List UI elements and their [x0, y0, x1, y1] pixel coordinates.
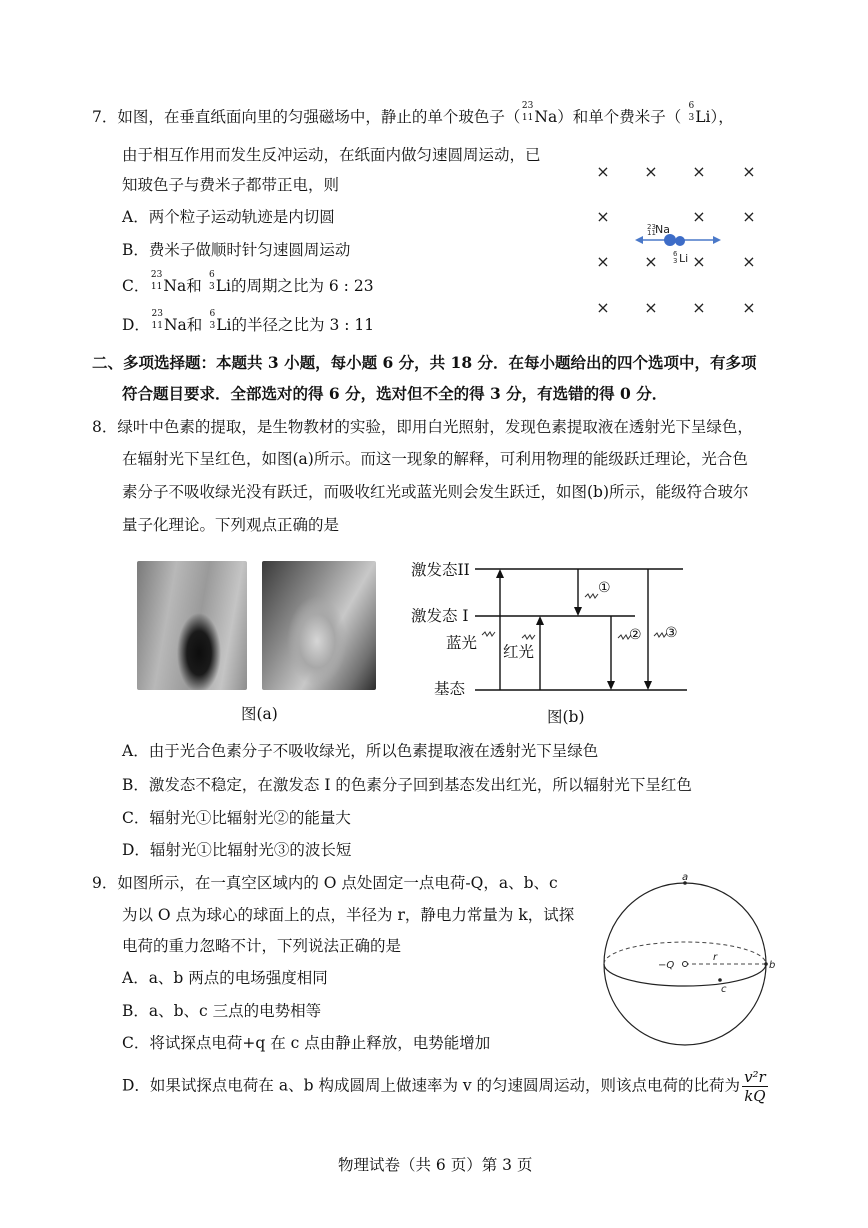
svg-text:3: 3 [673, 257, 678, 265]
section2-heading-line1: 二、多项选择题：本题共 3 小题，每小题 6 分，共 18 分．在每小题给出的四个选项中，有多项 [92, 353, 757, 372]
svg-text:×: × [644, 252, 658, 271]
red-light-label: 红光 [503, 643, 535, 661]
point-b [764, 962, 768, 966]
svg-text:−Q: −Q [658, 960, 675, 971]
up-arrow-icon [536, 616, 544, 625]
na-nuclide: 23 11 [521, 101, 534, 123]
q9-sphere-figure [600, 872, 776, 1052]
svg-text:×: × [596, 298, 610, 317]
level-excited-1-label: 激发态 I [411, 607, 469, 625]
svg-text:×: × [742, 298, 756, 317]
equator-back [604, 942, 766, 964]
fig-a-caption: 图(a) [241, 705, 278, 723]
svg-text:×: × [742, 252, 756, 271]
point-c [718, 978, 722, 982]
svg-text:11: 11 [647, 229, 656, 237]
q9-stem-line1: 9．如图所示，在一真空区域内的 O 点处固定一点电荷-Q，a、b、c [92, 874, 558, 892]
q7-option-b: B．费米子做顺时针匀速圆周运动 [122, 241, 351, 259]
left-arrow-icon [635, 236, 643, 244]
down-arrow-icon [607, 681, 615, 690]
svg-text:r: r [713, 952, 718, 963]
q8-option-a: A．由于光合色素分子不吸收绿光，所以色素提取液在透射光下呈绿色 [122, 742, 599, 760]
svg-text:23: 23 [647, 223, 656, 231]
q7-option-a: A．两个粒子运动轨迹是内切圆 [122, 208, 335, 226]
svg-text:×: × [596, 207, 610, 226]
svg-text:②: ② [629, 627, 642, 643]
svg-text:×: × [692, 207, 706, 226]
q8-option-b: B．激发态不稳定，在激发态 I 的色素分子回到基态发出红光，所以辐射光下呈红色 [122, 776, 692, 794]
svg-text:c: c [721, 984, 727, 995]
svg-text:①: ① [598, 580, 611, 596]
svg-text:Na: Na [655, 223, 670, 236]
level-ground-label: 基态 [434, 680, 466, 698]
q7-option-d: D． 23 11 Na和 6 3 Li的半径之比为 3 : 11 [122, 309, 375, 334]
q9-option-a: A．a、b 两点的电场强度相同 [122, 969, 328, 987]
section2-heading-line2: 符合题目要求．全部选对的得 6 分，选对但不全的得 3 分，有选错的得 0 分． [122, 384, 668, 403]
q8-stem-line4: 量子化理论。下列观点正确的是 [122, 516, 340, 534]
q7-option-c: C． 23 11 Na和 6 3 Li的周期之比为 6 : 23 [122, 270, 374, 295]
svg-text:×: × [742, 162, 756, 181]
q7-stem-line1: 7．如图，在垂直纸面向里的匀强磁场中，静止的单个玻色子（ 23 11 Na）和单个费米子（ 6 3 Li）， [92, 101, 734, 126]
svg-text:Li: Li [679, 252, 689, 265]
center-charge [683, 962, 688, 967]
blue-light-label: 蓝光 [446, 634, 478, 652]
q7-magnetic-field-figure [585, 155, 770, 325]
svg-text:×: × [596, 162, 610, 181]
q9-option-b: B．a、b、c 三点的电势相等 [122, 1002, 322, 1020]
q9-stem-line3: 电荷的重力忽略不计，下列说法正确的是 [122, 937, 402, 955]
down-arrow-icon [644, 681, 652, 690]
svg-text:×: × [644, 162, 658, 181]
level-excited-2-label: 激发态II [411, 561, 470, 579]
svg-text:b: b [769, 960, 776, 971]
charge-mass-ratio-fraction: $\frac{\text{v²r}}{kQ}$ [744, 1068, 766, 1105]
right-arrow-icon [713, 236, 721, 244]
q8-option-d: D．辐射光①比辐射光③的波长短 [122, 841, 352, 859]
fig-a-photo-reflected [262, 561, 376, 690]
q7-stem-line2: 由于相互作用而发生反冲运动，在纸面内做匀速圆周运动，已 [122, 146, 541, 164]
svg-text:6: 6 [673, 250, 678, 258]
svg-text:×: × [692, 162, 706, 181]
q8-stem-line2: 在辐射光下呈红色，如图(a)所示。而这一现象的解释，可利用物理的能级跃迁理论，光合色 [122, 450, 748, 468]
li-particle [675, 236, 685, 246]
li-nuclide: 6 3 [688, 101, 695, 123]
equator-front [604, 964, 766, 986]
q9-option-d: D．如果试探点电荷在 a、b 构成圆周上做速率为 v 的匀速圆周运动，则该点电荷的比荷为 $\frac{\text{v²r}}{kQ}$ [122, 1068, 766, 1105]
fig-a-photo-transmitted [137, 561, 247, 690]
q7-stem-line3: 知玻色子与费米子都带正电，则 [122, 176, 340, 194]
down-arrow-icon [574, 607, 582, 616]
fig-b-caption: 图(b) [547, 708, 585, 726]
q8-stem-line3: 素分子不吸收绿光没有跃迁，而吸收红光或蓝光则会发生跃迁，如图(b)所示，能级符合玻尔 [122, 483, 749, 501]
svg-text:×: × [644, 298, 658, 317]
svg-text:×: × [692, 252, 706, 271]
page-footer: 物理试卷（共 6 页）第 3 页 [338, 1156, 533, 1174]
q8-stem-line1: 8．绿叶中色素的提取，是生物教材的实验，即用白光照射，发现色素提取液在透射光下呈绿色， [92, 418, 753, 436]
q9-stem-line2: 为以 O 点为球心的球面上的点，半径为 r，静电力常量为 k，试探 [122, 906, 575, 924]
up-arrow-icon [496, 569, 504, 578]
svg-text:a: a [682, 872, 689, 883]
svg-text:③: ③ [665, 625, 678, 641]
svg-text:×: × [742, 207, 756, 226]
svg-text:×: × [692, 298, 706, 317]
q9-option-c: C．将试探点电荷+q 在 c 点由静止释放，电势能增加 [122, 1034, 491, 1052]
svg-text:×: × [596, 252, 610, 271]
q8-option-c: C．辐射光①比辐射光②的能量大 [122, 809, 351, 827]
